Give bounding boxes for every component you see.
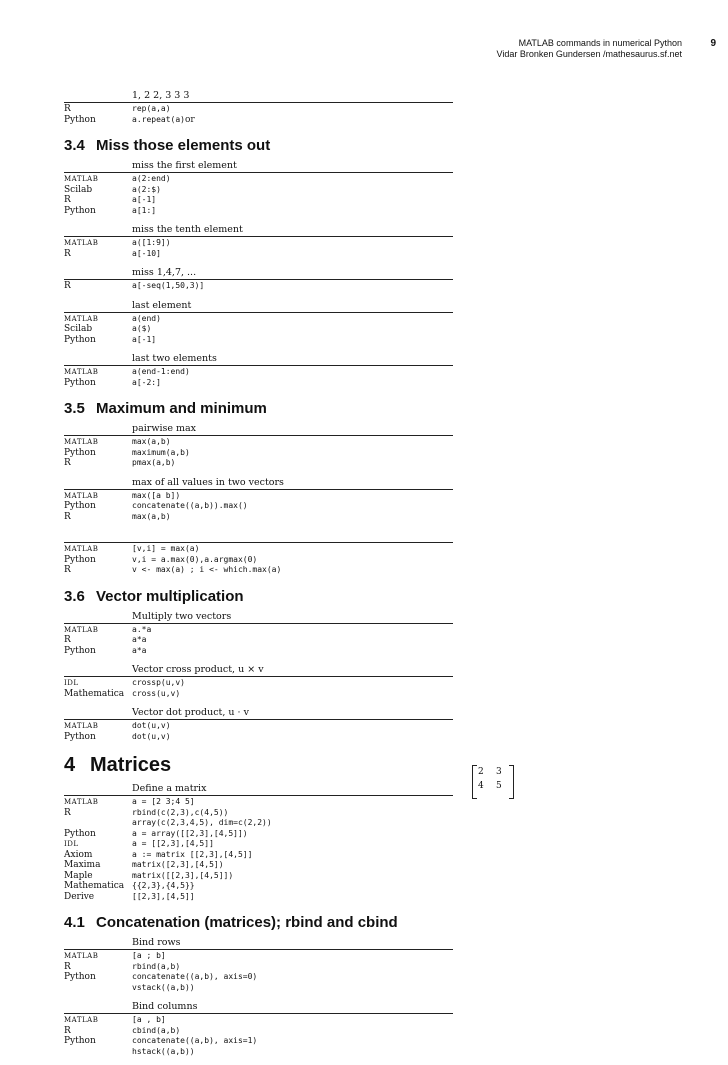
code-text: [a ; b] (132, 951, 166, 960)
table-row (64, 544, 464, 555)
command-block (64, 611, 464, 657)
language-label: MATLAB (64, 1016, 99, 1024)
table-row (64, 115, 464, 126)
left-bracket (472, 765, 477, 799)
command-block (64, 267, 464, 292)
language-label: MATLAB (64, 952, 99, 960)
language-label: R (64, 807, 71, 818)
language-label: Python (64, 731, 96, 742)
rule (64, 795, 453, 796)
code-text: [a , b] (132, 1015, 166, 1024)
rule (64, 312, 453, 313)
code-text: dot(u,v) (132, 731, 171, 741)
section-number: 3.6 (64, 587, 85, 605)
language-label: Python (64, 554, 96, 565)
code-text: rep(a,a) (132, 104, 171, 113)
rule (64, 542, 453, 543)
section-number: 4 (64, 754, 76, 776)
or-text: or (184, 114, 195, 125)
matrix-cell: 5 (496, 781, 502, 791)
language-label: MATLAB (64, 491, 99, 500)
table-row (64, 206, 464, 217)
rule (64, 719, 453, 720)
language-label: MATLAB (64, 438, 99, 446)
code-text: max(a,b) (132, 511, 171, 521)
table-row (64, 378, 464, 389)
section-title: Matrices (90, 754, 172, 776)
language-label (64, 1047, 132, 1058)
page-number: 9 (710, 38, 716, 49)
code-text: a[1:] (132, 205, 157, 215)
command-block (64, 707, 464, 742)
code-text: a(end-1:end) (132, 367, 190, 376)
code-text: a = [2 3;4 5] (132, 797, 195, 806)
code-text: [[2,3],[4,5]] (132, 891, 195, 901)
language-label: Maple (64, 870, 93, 881)
code-text: a = [[2,3],[4,5]] (132, 839, 214, 848)
table-row (64, 818, 464, 829)
command-block (64, 783, 464, 902)
language-label: R (64, 458, 71, 468)
block-description: Vector dot product, u · v (132, 707, 249, 718)
code-text: concatenate((a,b), axis=1) (132, 1036, 258, 1045)
language-label: R (64, 248, 71, 259)
table-row (64, 721, 464, 732)
language-label: IDL (64, 679, 79, 687)
language-label: Derive (64, 891, 95, 902)
code-text: cbind(a,b) (132, 1025, 181, 1035)
code-text: a*a (132, 645, 147, 655)
rule (64, 172, 453, 173)
rule (64, 435, 453, 436)
code-text: pmax(a,b) (132, 458, 176, 467)
rule (64, 489, 453, 490)
table-row (64, 491, 464, 502)
code-text: a(2:$) (132, 184, 161, 194)
language-label: Maxima (64, 860, 101, 870)
command-block (64, 530, 464, 576)
block-description: Bind rows (132, 937, 181, 948)
language-label: Axiom (64, 849, 93, 860)
section-title: Maximum and minimum (96, 400, 267, 417)
section-title: Concatenation (matrices); rbind and cbind (96, 914, 398, 931)
language-label: Python (64, 205, 96, 216)
language-label: Python (64, 501, 96, 511)
table-row (64, 555, 464, 566)
language-label (64, 818, 132, 829)
language-label: Mathematica (64, 881, 125, 891)
block-description: Define a matrix (132, 783, 207, 794)
code-text: matrix([2,3],[4,5]) (132, 860, 224, 869)
table-row (64, 565, 464, 576)
language-label: MATLAB (64, 625, 99, 634)
header-author: Vidar Bronken Gundersen /mathesaurus.sf.net (496, 49, 682, 59)
section-heading (64, 137, 464, 154)
code-text: {{2,3},{4,5}} (132, 881, 195, 890)
code-text: a = array([[2,3],[4,5]]) (132, 828, 248, 838)
block-description: last two elements (132, 353, 217, 364)
code-text: dot(u,v) (132, 721, 171, 730)
code-text: a.*a (132, 624, 152, 634)
language-label: Scilab (64, 324, 93, 334)
table-row (64, 850, 464, 861)
table-row (64, 860, 464, 871)
block-description: miss the tenth element (132, 224, 243, 235)
language-label: MATLAB (64, 545, 99, 553)
code-text: cross(u,v) (132, 688, 181, 698)
document-body (64, 88, 464, 1065)
section-title: Miss those elements out (96, 137, 271, 154)
rule (64, 236, 453, 237)
code-text: max(a,b) (132, 437, 171, 446)
section-heading (64, 588, 464, 605)
code-text: a($) (132, 324, 152, 333)
code-text: concatenate((a,b)).max() (132, 501, 248, 510)
rule (64, 365, 453, 366)
table-row (64, 871, 464, 882)
table-row (64, 335, 464, 346)
table-row (64, 678, 464, 689)
command-block (64, 423, 464, 469)
language-label: MATLAB (64, 722, 99, 730)
table-row (64, 1015, 464, 1026)
language-label: MATLAB (64, 175, 99, 183)
table-row (64, 174, 464, 185)
table-row (64, 281, 464, 292)
top-block (64, 90, 464, 125)
table-row (64, 512, 464, 523)
rule (64, 279, 453, 280)
language-label: R (64, 511, 71, 522)
table-row (64, 625, 464, 636)
language-label: Python (64, 828, 96, 839)
table-row (64, 962, 464, 973)
block-description: Vector cross product, u × v (132, 664, 264, 675)
code-text: a([1:9]) (132, 238, 171, 247)
table-row (64, 1047, 464, 1058)
code-text: a[-1] (132, 195, 157, 204)
matrix-cell: 3 (496, 767, 502, 777)
code-text: a*a (132, 635, 147, 644)
language-label: Python (64, 334, 96, 345)
language-label: Python (64, 972, 96, 982)
code-text: a[-2:] (132, 377, 161, 387)
section-number: 4.1 (64, 914, 85, 931)
block-description: Bind columns (132, 1001, 198, 1012)
table-row (64, 185, 464, 196)
code-text: a[-1] (132, 334, 157, 344)
header-title: MATLAB commands in numerical Python (518, 38, 682, 48)
code-text: matrix([[2,3],[4,5]]) (132, 870, 234, 880)
section-title: Vector multiplication (96, 587, 244, 605)
command-block (64, 224, 464, 259)
rule (64, 1013, 453, 1014)
code-text: a[-seq(1,50,3)] (132, 281, 205, 290)
block-description: miss 1,4,7, ... (132, 267, 197, 278)
language-label: R (64, 195, 71, 205)
language-label: R (64, 104, 71, 114)
table-row (64, 458, 464, 469)
block-description: 1, 2 2, 3 3 3 (132, 90, 190, 101)
code-text: a.repeat(a) (132, 114, 185, 124)
language-label: R (64, 565, 71, 575)
table-row (64, 797, 464, 808)
table-row (64, 892, 464, 903)
matrix-cell: 2 (478, 767, 484, 777)
table-row (64, 437, 464, 448)
code-text: crossp(u,v) (132, 678, 185, 687)
code-text: a(end) (132, 313, 161, 323)
table-row (64, 1036, 464, 1047)
table-row (64, 646, 464, 657)
block-description: last element (132, 299, 192, 311)
command-block (64, 160, 464, 216)
language-label: MATLAB (64, 368, 99, 376)
language-label: R (64, 281, 71, 291)
table-row (64, 104, 464, 115)
code-text: concatenate((a,b), axis=0) (132, 972, 258, 981)
matrix-display (478, 765, 500, 799)
language-label: Mathematica (64, 688, 125, 699)
section-heading (64, 754, 464, 777)
table-row (64, 732, 464, 743)
code-text: hstack((a,b)) (132, 1046, 195, 1056)
table-row (64, 501, 464, 512)
block-description: max of all values in two vectors (132, 476, 284, 488)
language-label: Python (64, 447, 96, 458)
table-row (64, 238, 464, 249)
code-text: a(2:end) (132, 174, 171, 183)
table-row (64, 448, 464, 459)
section-number: 3.5 (64, 400, 85, 417)
language-label: MATLAB (64, 798, 99, 806)
command-block (64, 300, 464, 346)
code-text: array(c(2,3,4,5), dim=c(2,2)) (132, 818, 272, 827)
table-row (64, 367, 464, 378)
table-row (64, 951, 464, 962)
matrix-cell: 4 (478, 781, 484, 791)
language-label: R (64, 1025, 71, 1036)
language-label: MATLAB (64, 314, 99, 323)
command-block (64, 353, 464, 388)
language-label: R (64, 635, 71, 645)
code-text: vstack((a,b)) (132, 982, 195, 992)
rule (64, 676, 453, 677)
code-text: rbind(a,b) (132, 961, 181, 971)
language-label: MATLAB (64, 239, 99, 247)
rule (64, 102, 453, 103)
table-row (64, 324, 464, 335)
block-description (132, 530, 464, 541)
code-text: v,i = a.max(0),a.argmax(0) (132, 554, 258, 564)
code-text: [v,i] = max(a) (132, 544, 200, 553)
sections (64, 137, 464, 1057)
table-row (64, 808, 464, 819)
table-row (64, 829, 464, 840)
right-bracket (509, 765, 514, 799)
block-description: pairwise max (132, 423, 197, 434)
table-row (64, 881, 464, 892)
table-row (64, 839, 464, 850)
code-text: a[-10] (132, 248, 161, 258)
code-text: v <- max(a) ; i <- which.max(a) (132, 565, 282, 574)
block-description: miss the first element (132, 160, 237, 171)
section-heading (64, 914, 464, 931)
table-row (64, 972, 464, 983)
table-row (64, 983, 464, 994)
table-row (64, 249, 464, 260)
rule (64, 623, 453, 624)
language-label: Python (64, 645, 96, 656)
command-block (64, 664, 464, 699)
language-label (64, 983, 132, 994)
code-text: max([a b]) (132, 490, 181, 500)
rule (64, 949, 453, 950)
language-label: Scilab (64, 184, 93, 195)
section-heading (64, 400, 464, 417)
code-text: a := matrix [[2,3],[4,5]] (132, 849, 253, 859)
block-description: Multiply two vectors (132, 610, 232, 622)
code-text: rbind(c(2,3),c(4,5)) (132, 807, 229, 817)
table-row (64, 314, 464, 325)
section-number: 3.4 (64, 137, 85, 154)
language-label: IDL (64, 840, 79, 848)
table-row (64, 195, 464, 206)
command-block (64, 477, 464, 523)
table-row (64, 1026, 464, 1037)
command-block (64, 1001, 464, 1057)
language-label: Python (64, 114, 96, 125)
language-label: Python (64, 377, 96, 388)
code-text: maximum(a,b) (132, 447, 190, 457)
command-block (64, 937, 464, 993)
language-label: Python (64, 1036, 96, 1046)
language-label: R (64, 961, 71, 972)
table-row (64, 635, 464, 646)
table-row (64, 689, 464, 700)
